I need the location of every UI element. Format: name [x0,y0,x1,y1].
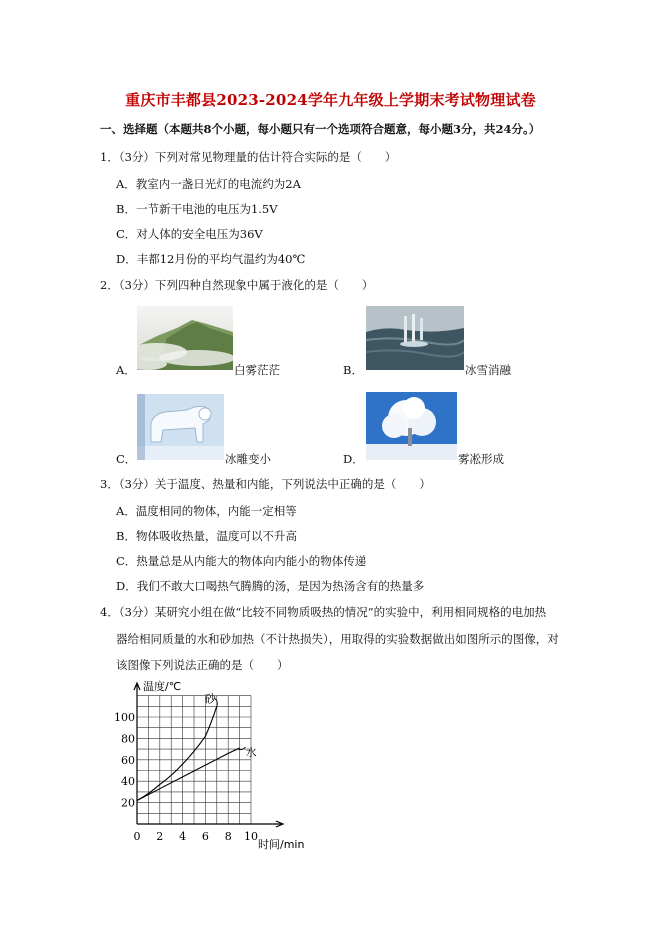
question-3-option-a: A．温度相同的物体，内能一定相等 [116,504,297,518]
chart-series-label-water: 水 [245,746,257,760]
temperature-time-chart [110,676,320,854]
chart-y-tick-label: 60 [121,753,135,767]
question-4-stem-line-1: 4．（3分）某研究小组在做“比较不同物质吸热的情况”的实验中，利用相同规格的电加热 [100,605,547,619]
question-2-option-c-letter: C． [116,452,137,466]
chart-x-tick-label: 8 [224,830,232,843]
question-3-stem: 3．（3分）关于温度、热量和内能，下列说法中正确的是（ ） [100,477,431,491]
question-2-option-b-letter: B． [343,363,363,377]
chart-y-axis-label: 温度/℃ [143,680,182,693]
page-title: 重庆市丰都县2023-2024学年九年级上学期末考试物理试卷 [125,91,536,109]
chart-y-tick-label: 40 [121,775,135,789]
chart-series-label-sand: 砂 [204,692,216,706]
question-3-option-c: C．热量总是从内能大的物体向内能小的物体传递 [116,554,367,568]
melting-ice-image [366,306,464,370]
ice-sculpture-image [137,394,224,460]
chart-x-tick-label: 4 [179,830,187,843]
rime-tree-image [366,392,457,460]
chart-y-tick-label: 100 [114,711,135,724]
question-4-stem-line-2: 器给相同质量的水和砂加热（不计热损失），用取得的实验数据做出如图所示的图像，对 [116,632,559,646]
question-1-option-a: A．教室内一盏日光灯的电流约为2A [116,177,301,191]
question-2-option-d-letter: D． [343,452,364,466]
question-2-option-d-caption: 雾凇形成 [458,452,504,466]
chart-x-axis-label: 时间/min [258,838,305,851]
question-1-option-c: C．对人体的安全电压为36V [116,227,263,241]
section-heading: 一、选择题（本题共8个小题，每小题只有一个选项符合题意，每小题3分，共24分。） [100,122,541,136]
chart-y-tick-label: 20 [121,796,135,810]
question-1-stem: 1．（3分）下列对常见物理量的估计符合实际的是（ ） [100,150,397,164]
chart-series-line-sand [137,706,217,800]
question-2-option-b-caption: 冰雪消融 [465,363,511,377]
question-2-option-c-caption: 冰雕变小 [225,452,271,466]
question-3-option-b: B．物体吸收热量，温度可以不升高 [116,529,297,543]
question-1-option-d: D．丰都12月份的平均气温约为40℃ [116,252,306,266]
question-4-stem-line-3: 该图像下列说法正确的是（ ） [116,658,289,672]
chart-y-tick-label: 80 [121,732,135,746]
mist-landscape-image [137,306,233,370]
chart-x-tick-label: 0 [133,830,141,843]
question-2-option-a-letter: A． [116,363,136,377]
question-1-option-b: B．一节新干电池的电压为1.5V [116,202,278,216]
chart-series-line-water [137,748,240,800]
question-2-stem: 2．（3分）下列四种自然现象中属于液化的是（ ） [100,278,374,292]
chart-x-tick-label: 10 [244,830,258,843]
question-3-option-d: D．我们不敢大口喝热气腾腾的汤，是因为热汤含有的热量多 [116,579,425,593]
chart-x-tick-label: 2 [156,830,164,843]
chart-x-tick-label: 6 [201,830,209,843]
question-2-option-a-caption: 白雾茫茫 [234,363,280,377]
